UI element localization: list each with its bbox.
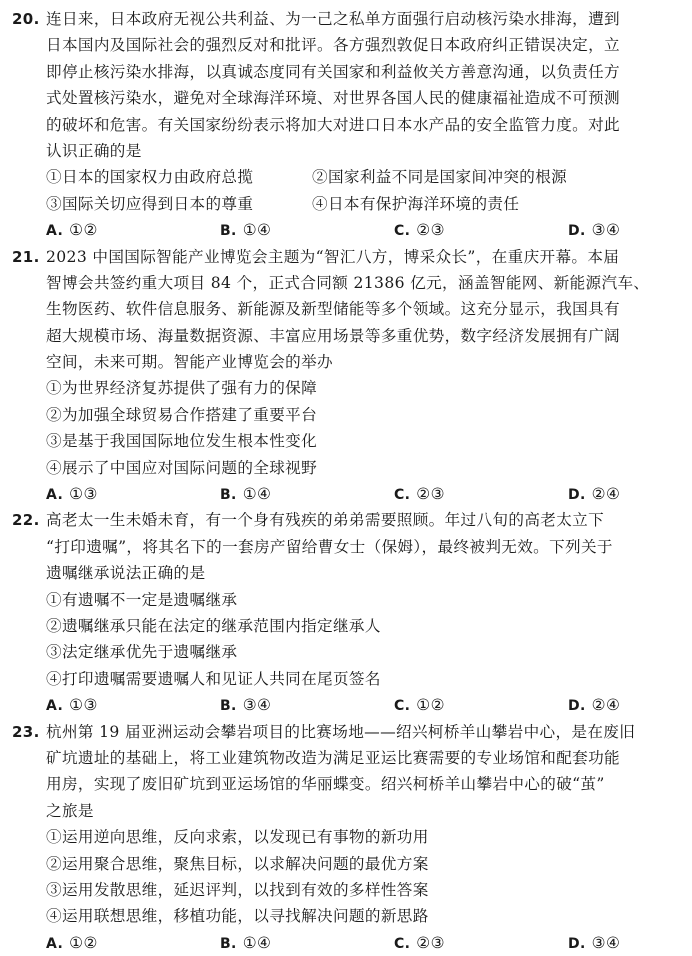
question-stem-line: 21. 2023 中国国际智能产业博览会主题为“智汇八方，博采众长”，在重庆开幕。本届 <box>12 244 678 270</box>
question-21 <box>12 244 678 508</box>
question-stem-line: 即停止核污染水排海，以真诚态度同有关国家和利益攸关方善意沟通，以负责任方 <box>46 62 620 81</box>
option-item: ①为世界经济复苏提供了强有力的保障 <box>46 379 318 398</box>
option-item: ④打印遗嘱需要遗嘱人和见证人共同在尾页签名 <box>46 669 381 688</box>
option-item: ②运用聚合思维，聚焦目标，以求解决问题的最优方案 <box>46 854 429 873</box>
question-stem-line: 的破坏和危害。有关国家纷纷表示将加大对进口日本水产品的安全监管力度。对此 <box>46 115 620 134</box>
choice-b[interactable]: B. ③④ <box>220 696 272 715</box>
choice-c[interactable]: C. ②③ <box>394 933 445 952</box>
option-row <box>12 164 678 190</box>
question-number: 20. <box>12 10 40 28</box>
choice-c[interactable]: C. ②③ <box>394 485 445 504</box>
question-stem-line: 22. 高老太一生未婚未育，有一个身有残疾的弟弟需要照顾。年过八旬的高老太立下 <box>12 507 678 533</box>
option-item: ④运用联想思维，移植功能，以寻找解决问题的新思路 <box>46 907 429 926</box>
choice-d[interactable]: D. ②④ <box>568 696 621 715</box>
question-stem-line: 矿坑遗址的基础上，将工业建筑物改造为满足亚运比赛需要的专业场馆和配套功能 <box>46 748 620 767</box>
question-stem-line: “打印遗嘱”，将其名下的一套房产留给曹女士（保姆），最终被判无效。下列关于 <box>46 537 613 556</box>
option-item: ③是基于我国国际地位发生根本性变化 <box>46 432 318 451</box>
option-item: ①运用逆向思维，反向求索，以发现已有事物的新功用 <box>46 828 429 847</box>
option-item: ①有遗嘱不一定是遗嘱继承 <box>46 590 238 609</box>
choice-a[interactable]: A. ①③ <box>46 485 98 504</box>
question-20 <box>12 6 678 244</box>
question-stem-line: 之旅是 <box>46 801 94 820</box>
option-item: ②国家利益不同是国家间冲突的根源 <box>312 168 568 187</box>
option-item: ①日本的国家权力由政府总揽 <box>46 168 254 187</box>
question-stem-line: 23. 杭州第 19 届亚洲运动会攀岩项目的比赛场地——绍兴柯桥羊山攀岩中心，是在废旧 <box>12 719 678 745</box>
answer-choices <box>12 930 678 956</box>
question-stem-line: 日本国内及国际社会的强烈反对和批评。各方强烈敦促日本政府纠正错误决定，立 <box>46 36 620 55</box>
question-stem-line: 用房，实现了废旧矿坑到亚运场馆的华丽蝶变。绍兴柯桥羊山攀岩中心的破“茧” <box>46 775 605 794</box>
option-row <box>12 191 678 217</box>
choice-c[interactable]: C. ②③ <box>394 221 445 240</box>
option-item: ②为加强全球贸易合作搭建了重要平台 <box>46 405 318 424</box>
choice-d[interactable]: D. ③④ <box>568 933 621 952</box>
question-stem-line: 智博会共签约重大项目 84 个，正式合同额 21386 亿元，涵盖智能网、新能源汽车、 <box>46 273 650 292</box>
question-stem-line: 超大规模市场、海量数据资源、丰富应用场景等多重优势，数字经济发展拥有广阔 <box>46 326 620 345</box>
option-item: ④展示了中国应对国际问题的全球视野 <box>46 458 318 477</box>
answer-choices <box>12 481 678 507</box>
choice-d[interactable]: D. ②④ <box>568 485 621 504</box>
question-stem-line: 遗嘱继承说法正确的是 <box>46 564 206 583</box>
choice-b[interactable]: B. ①④ <box>220 485 272 504</box>
question-stem-line: 空间，未来可期。智能产业博览会的举办 <box>46 353 333 372</box>
question-stem-line: 生物医药、软件信息服务、新能源及新型储能等多个领域。这充分显示，我国具有 <box>46 300 620 319</box>
option-item: ③运用发散思维，延迟评判，以找到有效的多样性答案 <box>46 880 429 899</box>
choice-a[interactable]: A. ①② <box>46 933 98 952</box>
question-number: 22. <box>12 511 40 530</box>
choice-b[interactable]: B. ①④ <box>220 933 272 952</box>
choice-b[interactable]: B. ①④ <box>220 221 272 240</box>
question-23 <box>12 719 678 956</box>
question-22 <box>12 507 678 718</box>
option-item: ③国际关切应得到日本的尊重 <box>46 194 254 213</box>
option-item: ④日本有保护海洋环境的责任 <box>312 194 520 213</box>
question-stem-line: 认识正确的是 <box>46 141 142 160</box>
question-stem-line: 20. 连日来，日本政府无视公共利益、为一己之私单方面强行启动核污染水排海，遭到 <box>12 6 678 32</box>
choice-a[interactable]: A. ①③ <box>46 696 98 715</box>
answer-choices <box>12 692 678 718</box>
answer-choices <box>12 217 678 243</box>
option-item: ②遗嘱继承只能在法定的继承范围内指定继承人 <box>46 616 381 635</box>
choice-c[interactable]: C. ①② <box>394 696 445 715</box>
choice-a[interactable]: A. ①② <box>46 221 98 240</box>
choice-d[interactable]: D. ③④ <box>568 221 621 240</box>
question-number: 21. <box>12 247 40 266</box>
question-number: 23. <box>12 722 40 741</box>
question-stem-line: 式处置核污染水，避免对全球海洋环境、对世界各国人民的健康福祉造成不可预测 <box>46 89 620 108</box>
option-item: ③法定继承优先于遗嘱继承 <box>46 643 238 662</box>
